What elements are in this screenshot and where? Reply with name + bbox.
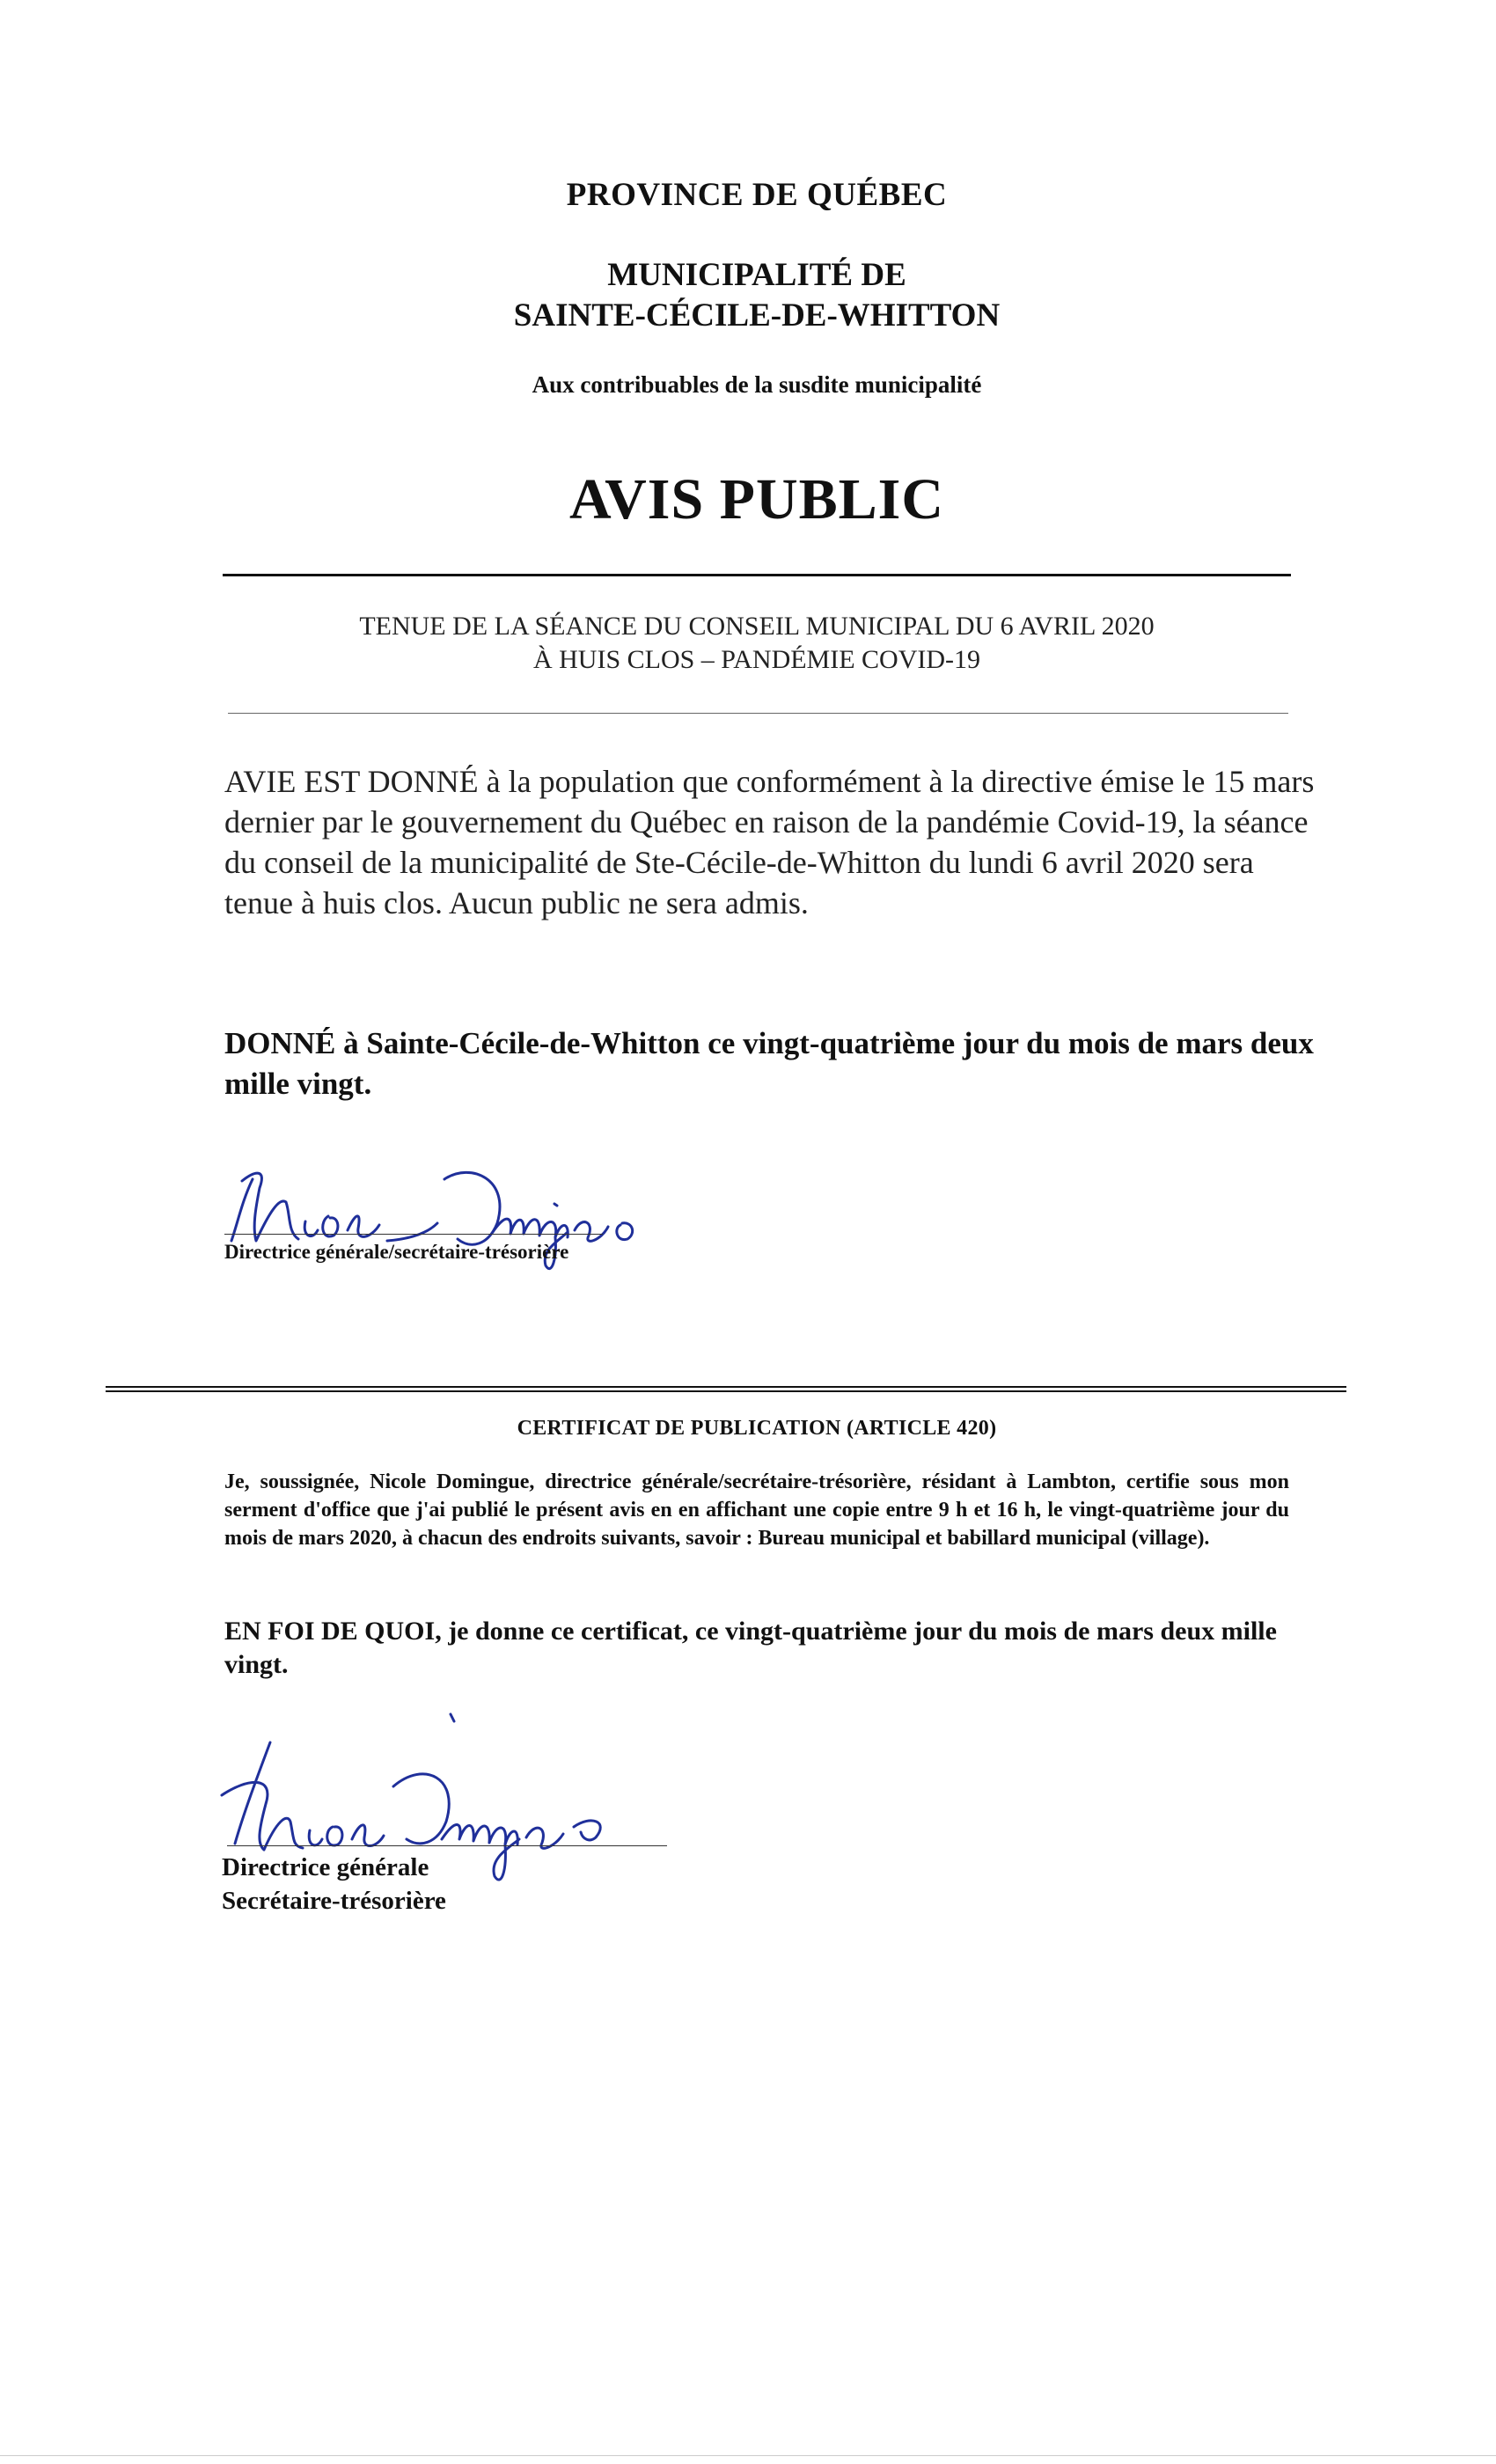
certificate-title: CERTIFICAT DE PUBLICATION (ARTICLE 420) xyxy=(517,1417,997,1440)
municipality-line2: SAINTE-CÉCILE-DE-WHITTON xyxy=(513,297,1001,334)
section-double-divider xyxy=(106,1386,1346,1392)
municipality-line1: MUNICIPALITÉ DE xyxy=(607,257,906,293)
given-at-statement: DONNÉ à Sainte-Cécile-de-Whitton ce vingt-quatrième jour du mois de mars deux mille vingt. xyxy=(224,1026,1314,1101)
page-bottom-edge xyxy=(0,2455,1496,2456)
subject-line2: À HUIS CLOS – PANDÉMIE COVID-19 xyxy=(532,645,981,674)
signer-title-2 xyxy=(222,1851,446,1918)
signer-title-1: Directrice générale/secrétaire-trésorière xyxy=(224,1241,569,1263)
signer-title-2-line2: Secrétaire-trésorière xyxy=(222,1887,446,1915)
signature-line-2 xyxy=(227,1845,667,1846)
notice-paragraph: AVIE EST DONNÉ à la population que conformément à la directive émise le 15 mars dernier par le gouvernement du Québec en raison de la pandémie Covid-19, la séance du conseil de la municipalité de Ste-Cécile-de-Whitton du lundi 6 avril 2020 sera tenue à huis clos. Aucun public ne sera admis. xyxy=(224,764,1315,920)
subject-block xyxy=(0,610,1496,677)
municipality-heading xyxy=(0,255,1496,336)
in-faith-statement: EN FOI DE QUOI, je donne ce certificat, ce vingt-quatrième jour du mois de mars deux mille vingt. xyxy=(224,1617,1277,1679)
province-heading: PROVINCE DE QUÉBEC xyxy=(566,177,948,213)
addressee-line: Aux contribuables de la susdite municipalité xyxy=(532,371,982,398)
title-divider xyxy=(223,574,1291,576)
certificate-text: Je, soussignée, Nicole Domingue, directrice générale/secrétaire-trésorière, résidant à Lambton, certifie sous mon serment d'office que j'ai publié le présent avis en en affichant une copie entre 9 h et 16 h, le vingt-quatrième jour du mois de mars 2020, à chacun des endroits suivants, savoir : Bureau municipal et babillard municipal (village). xyxy=(224,1470,1289,1550)
subject-line1: TENUE DE LA SÉANCE DU CONSEIL MUNICIPAL DU 6 AVRIL 2020 xyxy=(359,612,1155,641)
signature-line-1 xyxy=(224,1234,603,1235)
signer-title-2-line1: Directrice générale xyxy=(222,1853,429,1881)
subject-divider xyxy=(228,713,1288,714)
page-title: AVIS PUBLIC xyxy=(568,467,945,532)
